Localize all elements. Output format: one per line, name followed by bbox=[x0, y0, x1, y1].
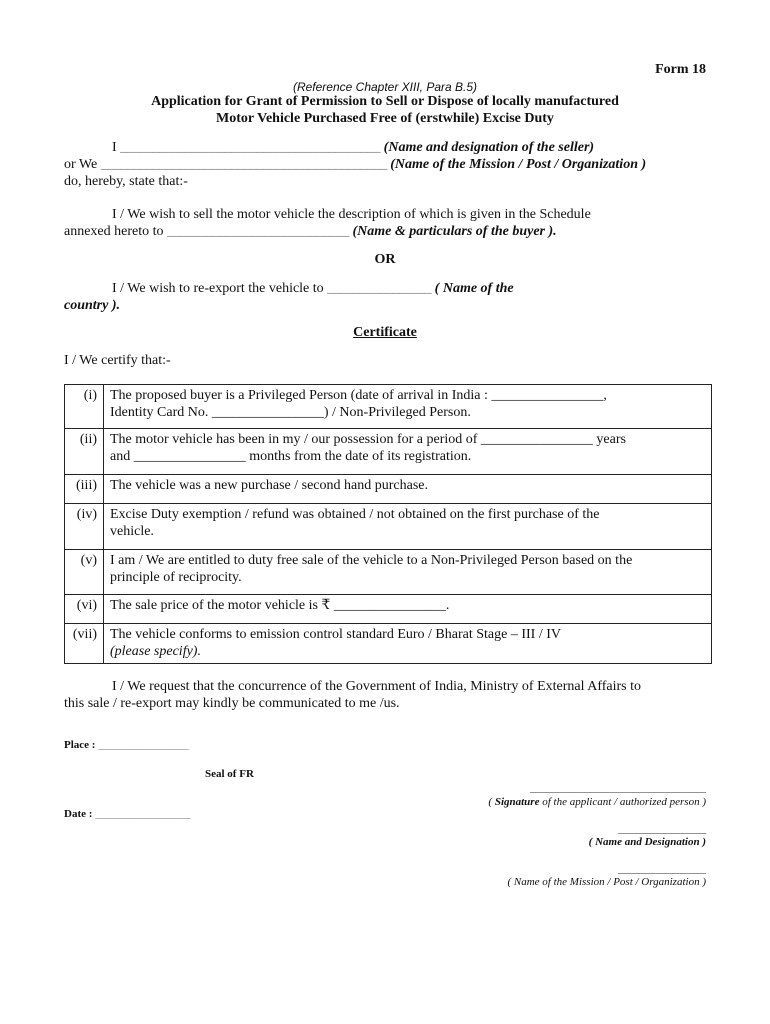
certificate-table bbox=[64, 384, 712, 664]
name-designation-note: ( Name and Designation ) bbox=[588, 836, 706, 848]
export-line-1 bbox=[112, 281, 514, 297]
name-designation-field[interactable]: ________________ bbox=[618, 823, 706, 835]
row-text[interactable] bbox=[104, 475, 712, 504]
row-line-1: The vehicle was a new purchase / second hand purchase. bbox=[110, 478, 428, 493]
row-line-2: principle of reciprocity. bbox=[110, 570, 242, 585]
seller-line bbox=[112, 140, 594, 156]
row-line-2: and ________________ months from the date of its registration. bbox=[110, 449, 472, 464]
organization-note: (Name of the Mission / Post / Organization ) bbox=[390, 157, 647, 172]
certify-line: I / We certify that:- bbox=[64, 353, 171, 368]
row-text[interactable] bbox=[104, 385, 712, 429]
export-country-field[interactable]: ________________ bbox=[327, 281, 432, 296]
certificate-row bbox=[65, 475, 712, 504]
organization-line bbox=[64, 157, 646, 173]
seal-label: Seal of FR bbox=[205, 768, 254, 780]
seller-note: (Name and designation of the seller) bbox=[383, 140, 595, 155]
reference-line: (Reference Chapter XIII, Para B.5) bbox=[292, 80, 478, 94]
certificate-row bbox=[65, 550, 712, 595]
row-number: (vii) bbox=[65, 624, 104, 664]
certificate-row bbox=[65, 624, 712, 664]
request-line-2: this sale / re-export may kindly be communicated to me /us. bbox=[64, 696, 400, 711]
signature-note: ( Signature of the applicant / authorized person ) bbox=[488, 796, 706, 808]
row-number: (vi) bbox=[65, 595, 104, 624]
certificate-row bbox=[65, 595, 712, 624]
row-number: (i) bbox=[65, 385, 104, 429]
row-number: (v) bbox=[65, 550, 104, 595]
place-field[interactable]: __________________ bbox=[98, 739, 189, 751]
row-text[interactable] bbox=[104, 624, 712, 664]
buyer-name-field[interactable]: ____________________________ bbox=[167, 224, 350, 239]
or-separator: OR bbox=[374, 252, 396, 267]
row-line-2: (please specify). bbox=[110, 644, 201, 659]
row-line-1: The sale price of the motor vehicle is ₹ ________________. bbox=[110, 598, 450, 613]
row-line-1: The vehicle conforms to emission control standard Euro / Bharat Stage – III / IV bbox=[110, 627, 561, 642]
signature-label: Signature bbox=[494, 796, 540, 808]
date-label: Date : bbox=[64, 808, 93, 820]
row-line-1: Excise Duty exemption / refund was obtained / not obtained on the first purchase of the bbox=[110, 507, 600, 522]
certificate-row bbox=[65, 385, 712, 429]
row-line-2: Identity Card No. ________________) / Non-Privileged Person. bbox=[110, 405, 471, 420]
organization-name-field[interactable]: ____________________________________________ bbox=[100, 157, 387, 172]
row-line-1: I am / We are entitled to duty free sale of the vehicle to a Non-Privileged Person based on the bbox=[110, 553, 633, 568]
seller-name-field[interactable]: ________________________________________ bbox=[120, 140, 381, 155]
buyer-note: (Name & particulars of the buyer ). bbox=[352, 224, 557, 239]
row-number: (iv) bbox=[65, 504, 104, 550]
request-line-1: I / We request that the concurrence of the Government of India, Ministry of External Affairs to bbox=[112, 679, 642, 694]
mission-note: ( Name of the Mission / Post / Organization ) bbox=[507, 876, 706, 888]
date-field[interactable]: ___________________ bbox=[95, 808, 191, 820]
certificate-heading: Certificate bbox=[353, 325, 417, 340]
signature-label-rest: of the applicant / authorized person bbox=[542, 796, 700, 808]
we-prefix: or We bbox=[64, 157, 98, 172]
row-line-1: The proposed buyer is a Privileged Person (date of arrival in India : ________________, bbox=[110, 388, 607, 403]
sell-line-2 bbox=[64, 224, 557, 240]
row-number: (ii) bbox=[65, 429, 104, 475]
export-line-2: country ). bbox=[64, 298, 120, 313]
row-text[interactable] bbox=[104, 595, 712, 624]
row-text[interactable] bbox=[104, 504, 712, 550]
place-label: Place : bbox=[64, 739, 96, 751]
export-prefix: I / We wish to re-export the vehicle to bbox=[112, 281, 324, 296]
sell-line-1: I / We wish to sell the motor vehicle the description of which is given in the Schedule bbox=[112, 207, 591, 222]
row-line-2: vehicle. bbox=[110, 524, 154, 539]
row-text[interactable] bbox=[104, 550, 712, 595]
state-line: do, hereby, state that:- bbox=[64, 174, 188, 189]
form-number: Form 18 bbox=[655, 62, 706, 77]
export-note: ( Name of the bbox=[434, 281, 514, 296]
seller-prefix: I bbox=[112, 140, 117, 155]
title-line-1: Application for Grant of Permission to Sell or Dispose of locally manufactured bbox=[151, 94, 619, 109]
date-line bbox=[64, 808, 190, 820]
title-line-2: Motor Vehicle Purchased Free of (erstwhile) Excise Duty bbox=[216, 111, 554, 126]
signature-field[interactable]: ________________________________ bbox=[530, 782, 706, 794]
sell-prefix: annexed hereto to bbox=[64, 224, 164, 239]
certificate-row bbox=[65, 504, 712, 550]
certificate-row bbox=[65, 429, 712, 475]
place-line bbox=[64, 739, 188, 751]
row-line-1: The motor vehicle has been in my / our possession for a period of ________________ years bbox=[110, 432, 626, 447]
row-text[interactable] bbox=[104, 429, 712, 475]
mission-field[interactable]: ________________ bbox=[618, 863, 706, 875]
row-number: (iii) bbox=[65, 475, 104, 504]
